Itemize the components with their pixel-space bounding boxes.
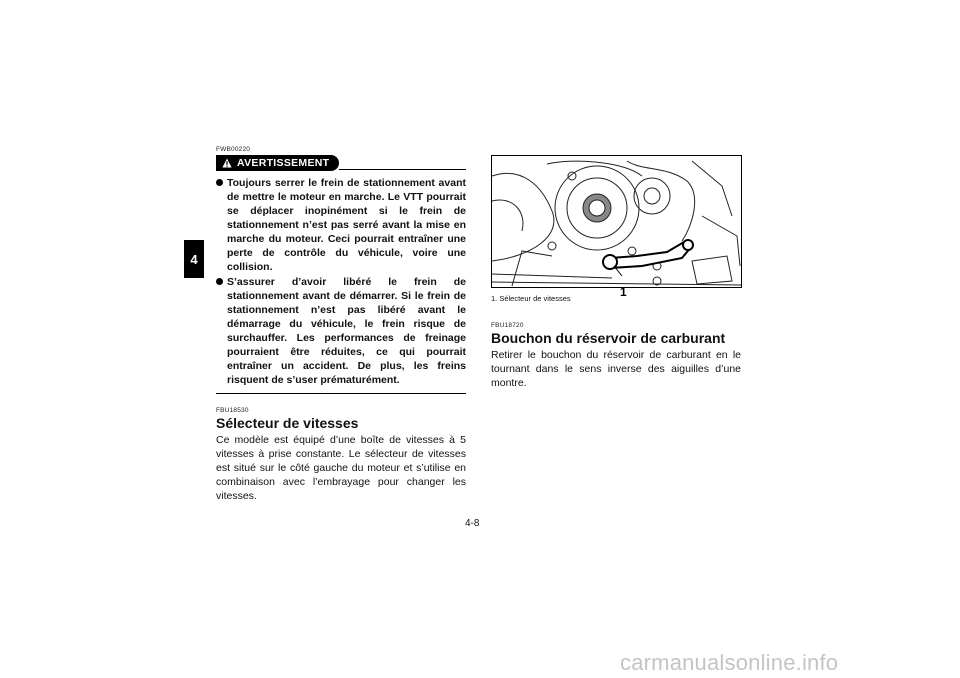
warning-bullet-text: Toujours serrer le frein de stationnement avant de mettre le moteur en marche. Le VTT pourrait se déplacer inopinément si le frein de stationnement n’est pas serré avant la mise en marche du moteur. Ceci pourrait entraîner une perte de contrôle du véhicule, voire une collision. <box>227 177 466 273</box>
bullet-dot-icon <box>216 179 223 186</box>
warning-rule <box>339 169 466 170</box>
warning-list <box>216 176 466 387</box>
figure-caption: 1. Sélecteur de vitesses <box>491 294 571 303</box>
fuel-section-code: FBU18720 <box>491 322 524 329</box>
page-number: 4-8 <box>465 518 480 529</box>
shift-section-title: Sélecteur de vitesses <box>216 415 359 431</box>
figure-callout: 1 <box>620 285 627 299</box>
left-column <box>216 146 466 503</box>
warning-end-rule <box>216 393 466 394</box>
fuel-section-title: Bouchon du réservoir de carburant <box>491 330 726 346</box>
fuel-section-body: Retirer le bouchon du réservoir de carburant en le tournant dans le sens inverse des aiguilles d’une montre. <box>491 349 741 389</box>
warning-bullet-text: S’assurer d’avoir libéré le frein de stationnement avant de démarrer. Si le frein de stationnement n’est pas libéré avant le démarrage du véhicule, le frein risque de surchauffer. Les performances de freinage pourraient être réduites, ce qui pourrait entraîner un accident. De plus, les freins risquent de s’user prématurément. <box>227 276 466 386</box>
warning-badge <box>216 155 339 171</box>
shift-section-body: Ce modèle est équipé d’une boîte de vitesses à 5 vitesses à prise constante. Le sélecteur de vitesses est situé sur le côté gauche du moteur et s’utilise en combinaison avec l’embrayage pour changer les vitesses. <box>216 434 466 502</box>
warning-header <box>216 155 466 171</box>
right-column <box>491 146 741 390</box>
warning-label: AVERTISSEMENT <box>237 157 330 169</box>
watermark: carmanualsonline.info <box>620 650 839 675</box>
warning-code: FWB00220 <box>216 146 251 153</box>
bullet-dot-icon <box>216 278 223 285</box>
chapter-tab: 4 <box>184 240 204 278</box>
warning-bullet <box>216 176 466 274</box>
warning-bullet <box>216 275 466 387</box>
warning-triangle-icon <box>222 158 232 168</box>
shift-section-code: FBU18530 <box>216 407 249 414</box>
